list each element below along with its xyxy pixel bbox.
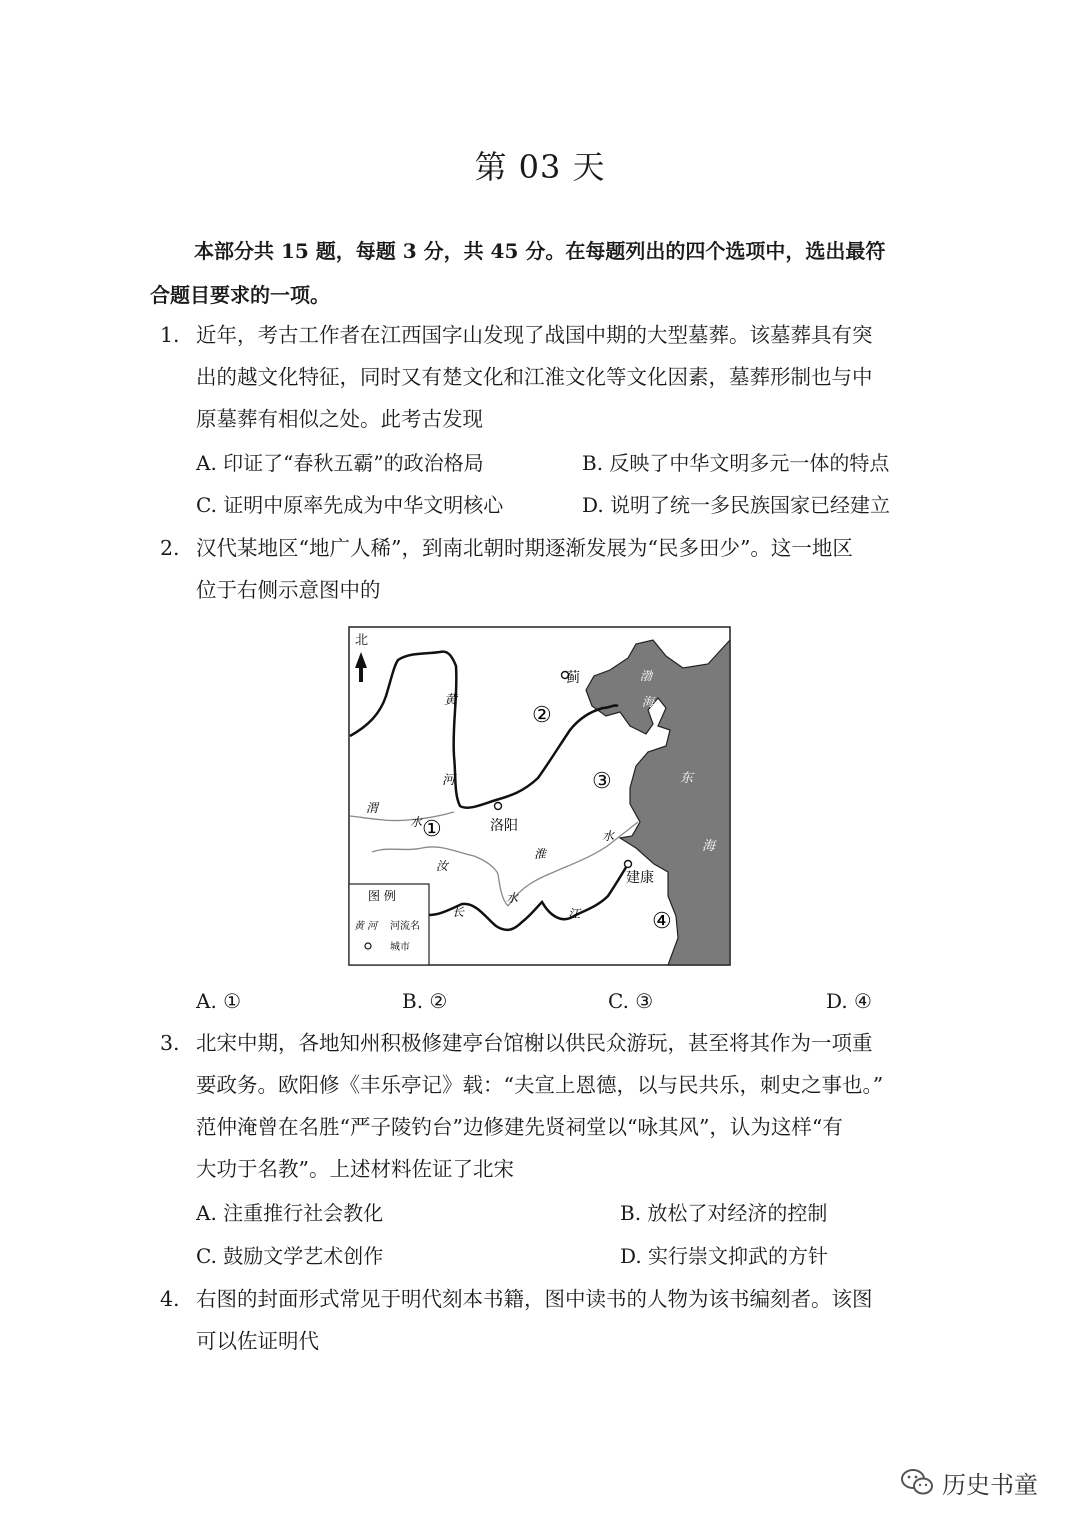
question-1-option-a: A. 印证了“春秋五霸”的政治格局 (196, 451, 484, 475)
question-2-line-2: 位于右侧示意图中的 (196, 578, 381, 602)
question-3-option-c: C. 鼓励文学艺术创作 (196, 1244, 384, 1268)
question-2-number: 2. (160, 536, 180, 560)
question-1-line-2: 出的越文化特征，同时又有楚文化和江淮文化等文化因素，墓葬形制也与中 (196, 365, 873, 389)
svg-text:图 例: 图 例 (368, 889, 396, 903)
question-2-option-d: D. ④ (826, 989, 872, 1013)
svg-text:东: 东 (680, 771, 694, 786)
svg-text:海: 海 (702, 839, 716, 854)
question-4-line-2: 可以佐证明代 (196, 1329, 319, 1353)
region-marker-1: ① (422, 817, 442, 842)
question-1-line-3: 原墓葬有相似之处。此考古发现 (196, 407, 483, 431)
question-1-line-1: 近年，考古工作者在江西国字山发现了战国中期的大型墓葬。该墓葬具有突 (196, 323, 873, 347)
svg-text:城市: 城市 (390, 942, 410, 953)
svg-text:蓟: 蓟 (566, 670, 580, 686)
question-1-number: 1. (160, 323, 180, 347)
question-1-option-c: C. 证明中原率先成为中华文明核心 (196, 493, 504, 517)
question-4-line-1: 右图的封面形式常见于明代刻本书籍，图中读书的人物为该书编刻者。该图 (196, 1287, 873, 1311)
svg-text:长: 长 (452, 905, 465, 919)
svg-text:淮: 淮 (534, 847, 547, 861)
question-2-option-a: A. ① (196, 989, 242, 1013)
question-3-option-a: A. 注重推行社会教化 (196, 1201, 384, 1225)
map-north-label: 北 (355, 633, 369, 648)
question-3-number: 3. (160, 1031, 180, 1055)
svg-text:水: 水 (602, 829, 615, 843)
svg-text:水: 水 (410, 815, 423, 829)
region-marker-2: ② (532, 703, 552, 728)
instructions-line-2: 合题目要求的一项。 (150, 283, 330, 307)
region-marker-3: ③ (592, 769, 612, 794)
watermark (900, 1460, 1038, 1504)
svg-text:洛阳: 洛阳 (490, 818, 518, 834)
svg-text:黄: 黄 (444, 693, 458, 708)
question-1-option-b: B. 反映了中华文明多元一体的特点 (582, 451, 890, 475)
question-3-option-b: B. 放松了对经济的控制 (620, 1201, 828, 1225)
question-1-option-d: D. 说明了统一多民族国家已经建立 (582, 493, 891, 517)
svg-text:黄 河: 黄 河 (354, 921, 378, 932)
svg-text:河: 河 (442, 773, 456, 788)
question-4-number: 4. (160, 1287, 180, 1311)
map-figure (348, 626, 731, 966)
instructions-line-1: 本部分共 15 题，每题 3 分，共 45 分。在每题列出的四个选项中，选出最符 (194, 239, 886, 263)
question-2-option-c: C. ③ (608, 989, 654, 1013)
svg-text:江: 江 (568, 907, 581, 921)
question-3-line-4: 大功于名教”。上述材料佐证了北宋 (196, 1157, 514, 1181)
page-title: 第 03 天 (474, 148, 606, 186)
svg-text:海: 海 (642, 695, 655, 709)
svg-text:渤: 渤 (640, 669, 653, 683)
question-3-line-2: 要政务。欧阳修《丰乐亭记》载：“夫宣上恩德，以与民共乐，刺史之事也。” (196, 1073, 884, 1097)
question-2-line-1: 汉代某地区“地广人稀”，到南北朝时期逐渐发展为“民多田少”。这一地区 (196, 536, 853, 560)
svg-text:水: 水 (506, 891, 519, 905)
question-3-line-3: 范仲淹曾在名胜“严子陵钓台”边修建先贤祠堂以“咏其风”，认为这样“有 (196, 1115, 843, 1139)
region-marker-4: ④ (652, 909, 672, 934)
svg-text:渭: 渭 (366, 801, 379, 815)
instructions (150, 229, 920, 317)
svg-text:汝: 汝 (436, 859, 449, 873)
svg-text:河流名: 河流名 (390, 921, 420, 932)
wechat-icon (900, 1467, 934, 1497)
map-legend (349, 884, 429, 965)
question-2-option-b: B. ② (402, 989, 448, 1013)
question-3-line-1: 北宋中期，各地知州积极修建亭台馆榭以供民众游玩，甚至将其作为一项重 (196, 1031, 873, 1055)
question-3-option-d: D. 实行崇文抑武的方针 (620, 1244, 829, 1268)
svg-text:建康: 建康 (626, 870, 654, 886)
watermark-text: 历史书童 (942, 1470, 1038, 1499)
